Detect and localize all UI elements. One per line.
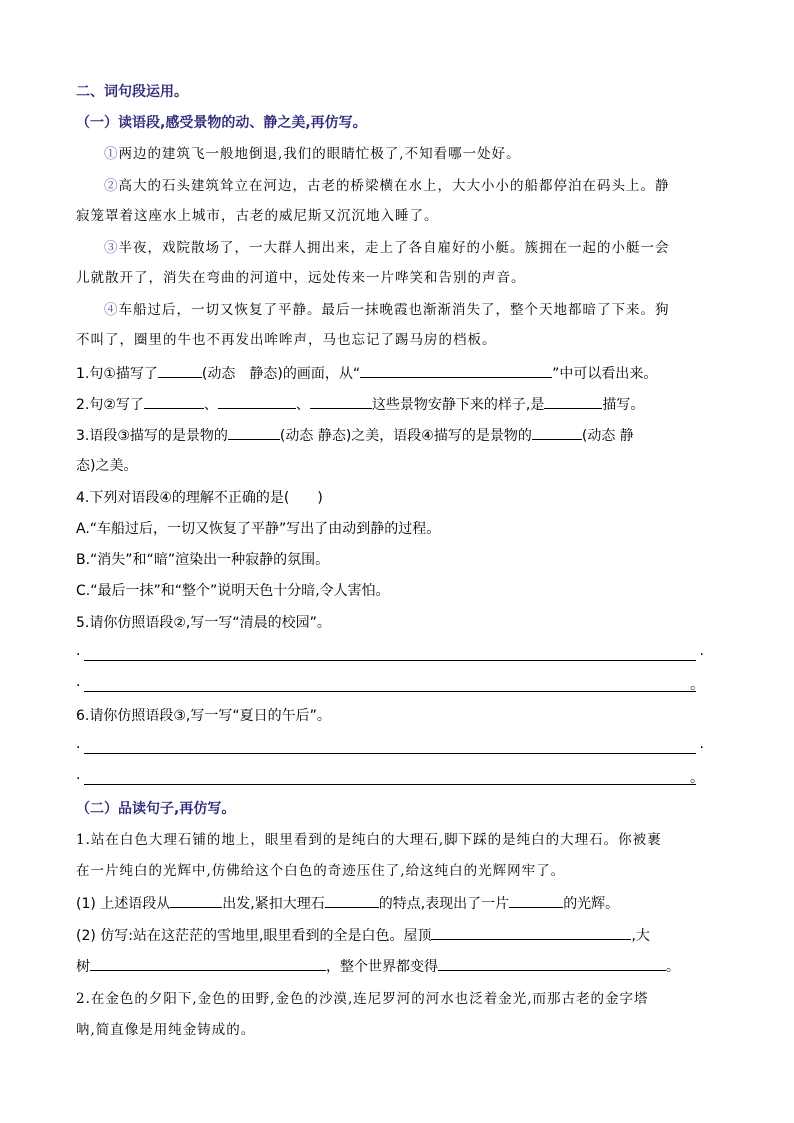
part1-title: （一）读语段,感受景物的动、静之美,再仿写。 xyxy=(76,115,367,131)
answer-rule xyxy=(84,753,696,754)
s1-q1-text-a: (1) 上述语段从 xyxy=(76,896,171,912)
s1-q1-blank-2[interactable] xyxy=(325,893,379,908)
q3-blank-1[interactable] xyxy=(228,425,280,440)
question-2-text-c: 描写。 xyxy=(602,397,645,413)
q6-answer-line-1[interactable] xyxy=(76,736,704,758)
s1-q2-blank-1[interactable] xyxy=(431,925,631,940)
passage-3-line-1 xyxy=(104,238,670,258)
s1-q1-text-d: 的光辉。 xyxy=(563,896,620,912)
answer-rule xyxy=(84,784,696,785)
sentence-2-line-1: 2.在金色的夕阳下,金色的田野,金色的沙漠,连尼罗河的河水也泛着金光,而那古老的金字塔 xyxy=(76,991,649,1007)
question-3-continued: 态)之美。 xyxy=(76,458,138,474)
part2-title: （二）品读句子,再仿写。 xyxy=(76,801,236,817)
section-title: 二、词句段运用。 xyxy=(76,84,188,100)
line-end: 。 xyxy=(690,677,704,693)
passage-4-line-2: 不叫了，圈里的牛也不再发出哞哞声，马也忘记了踢马房的档板。 xyxy=(76,332,497,348)
question-2 xyxy=(76,394,644,415)
passage-3-number: ③ xyxy=(104,240,119,256)
question-5: 5.请你仿照语段②,写一写“清晨的校园”。 xyxy=(76,615,331,631)
line-end: . xyxy=(699,736,704,752)
passage-3-text-1: 半夜，戏院散场了，一大群人拥出来，走上了各自雇好的小艇。簇拥在一起的小艇一会 xyxy=(118,240,670,256)
question-3-text-a: 3.语段③描写的是景物的 xyxy=(76,428,228,444)
answer-rule xyxy=(84,691,696,692)
s1-q2-blank-2[interactable] xyxy=(90,956,326,971)
sentence-1-line-1: 1.站在白色大理石铺的地上，眼里看到的是纯白的大理石,脚下踩的是纯白的大理石。你被裹 xyxy=(76,832,662,848)
passage-3-line-2: 儿就散开了，消失在弯曲的河道中，远处传来一片哗笑和告别的声音。 xyxy=(76,270,526,286)
passage-1-text: 两边的建筑飞一般地倒退,我们的眼睛忙极了,不知看哪一处好。 xyxy=(118,146,521,162)
line-dot: . xyxy=(76,736,81,752)
passage-4-text-1: 车船过后，一切又恢复了平静。最后一抹晚霞也渐渐消失了，整个天地都暗了下来。狗 xyxy=(118,302,670,318)
question-4-option-a[interactable]: A.“车船过后，一切又恢复了平静”写出了由动到静的过程。 xyxy=(76,521,441,537)
s1-q1-blank-1[interactable] xyxy=(170,893,222,908)
passage-2-text-1: 高大的石头建筑耸立在河边，古老的桥梁横在水上，大大小小的船都停泊在码头上。静 xyxy=(118,178,670,194)
line-dot: . xyxy=(76,767,81,783)
q3-blank-2[interactable] xyxy=(532,425,582,440)
question-1-text-c: ”中可以看出来。 xyxy=(552,366,658,382)
q2-blank-2[interactable] xyxy=(218,394,296,409)
line-end: . xyxy=(699,643,704,659)
s1-q1-text-c: 的特点,表现出了一片 xyxy=(378,896,510,912)
sentence-2-line-2: 呐,简直像是用纯金铸成的。 xyxy=(76,1022,256,1038)
passage-2-number: ② xyxy=(104,178,119,194)
q2-blank-4[interactable] xyxy=(544,394,602,409)
sentence-1-question-1 xyxy=(76,893,619,914)
question-4-option-b[interactable]: B.“消失”和“暗”渲染出一种寂静的氛围。 xyxy=(76,552,330,568)
line-dot: . xyxy=(76,674,81,690)
passage-4-number: ④ xyxy=(104,302,119,318)
question-3 xyxy=(76,425,634,446)
question-1-text-b: (动态 静态)的画面，从“ xyxy=(201,366,361,382)
question-6: 6.请你仿照语段③,写一写“夏日的午后”。 xyxy=(76,708,331,724)
sentence-1-line-2: 在一片纯白的光辉中,仿佛给这个白色的奇迹压住了,给这纯白的光辉网牢了。 xyxy=(76,863,566,879)
s1-q1-text-b: 出发,紧扣大理石 xyxy=(222,896,325,912)
s1-q2-text-a: (2) 仿写:站在这茫茫的雪地里,眼里看到的全是白色。屋顶 xyxy=(76,928,432,944)
s1-q2-text-d: ，整个世界都变得 xyxy=(326,959,438,975)
line-dot: . xyxy=(76,643,81,659)
passage-2-line-1 xyxy=(104,176,670,196)
q1-blank-1[interactable] xyxy=(158,363,202,378)
s1-q2-text-b: ,大 xyxy=(631,928,650,944)
q5-answer-line-2[interactable] xyxy=(76,674,704,696)
passage-2-line-2: 寂笼罩着这座水上城市，古老的威尼斯又沉沉地入睡了。 xyxy=(76,208,439,224)
sentence-1-question-2-continued xyxy=(76,956,680,977)
question-1 xyxy=(76,363,657,384)
q6-answer-line-2[interactable] xyxy=(76,767,704,789)
passage-1 xyxy=(104,144,521,164)
question-1-text-a: 1.句①描写了 xyxy=(76,366,158,382)
question-4: 4.下列对语段④的理解不正确的是( ) xyxy=(76,490,323,506)
sentence-1-question-2 xyxy=(76,925,650,946)
question-2-sep-1: 、 xyxy=(203,397,218,413)
answer-rule xyxy=(84,660,696,661)
question-3-text-c: (动态 静 xyxy=(581,428,634,444)
question-4-option-c[interactable]: C.“最后一抹”和“整个”说明天色十分暗,令人害怕。 xyxy=(76,583,390,599)
q1-blank-2[interactable] xyxy=(360,363,552,378)
q2-blank-1[interactable] xyxy=(144,394,204,409)
passage-4-line-1 xyxy=(104,300,670,320)
s1-q2-text-e: 。 xyxy=(666,959,680,975)
s1-q1-blank-3[interactable] xyxy=(509,893,563,908)
s1-q2-blank-3[interactable] xyxy=(438,956,666,971)
question-3-text-b: (动态 静态)之美，语段④描写的是景物的 xyxy=(279,428,532,444)
s1-q2-text-c: 树 xyxy=(76,959,90,975)
q2-blank-3[interactable] xyxy=(310,394,372,409)
question-2-sep-2: 、 xyxy=(295,397,310,413)
line-end: 。 xyxy=(690,770,704,786)
passage-1-number: ① xyxy=(104,146,119,162)
question-2-text-a: 2.句②写了 xyxy=(76,397,144,413)
q5-answer-line-1[interactable] xyxy=(76,643,704,665)
question-2-text-b: 这些景物安静下来的样子,是 xyxy=(371,397,545,413)
